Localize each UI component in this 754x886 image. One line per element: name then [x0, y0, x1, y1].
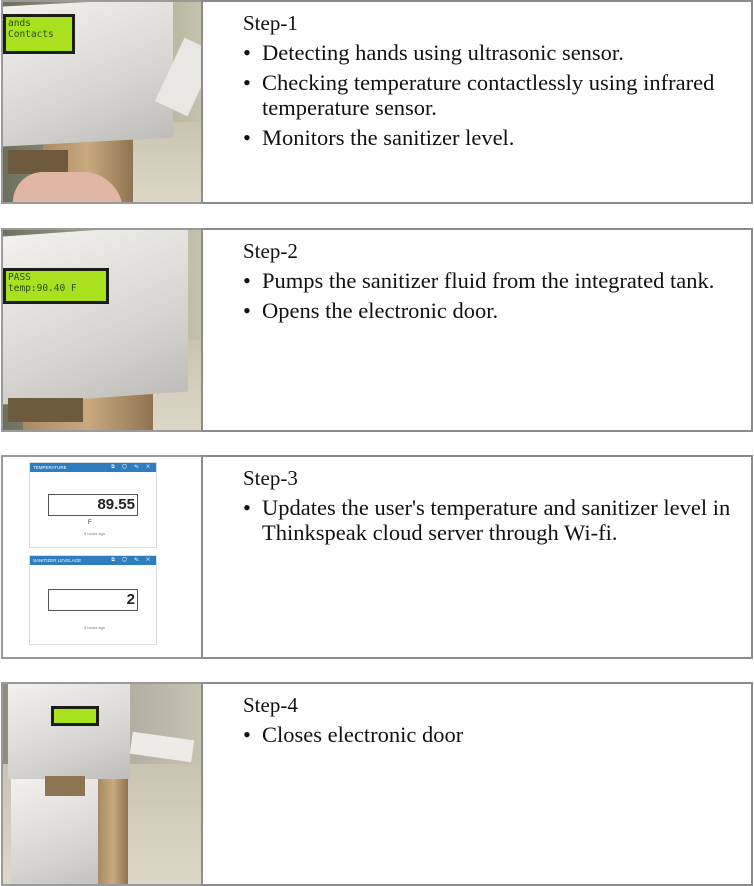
sanitizer-widget	[29, 555, 157, 645]
widget-controls-icon[interactable]: ⧉ ◯ ✎ ✕	[111, 557, 153, 563]
step-1-bullets	[243, 40, 751, 150]
sanitizer-value: 2	[48, 589, 138, 611]
step-1-title: Step-1	[243, 11, 298, 35]
step-3-bullets	[243, 495, 751, 545]
list-item: • Updates the user's temperature and sanitizer level in Thinkspeak cloud server through Wi-fi.	[243, 495, 731, 545]
temperature-unit: F	[88, 520, 92, 526]
widget-header: SANITIZER LEVELAGE ⧉ ◯ ✎ ✕	[30, 556, 156, 565]
list-item: • Closes electronic door	[243, 722, 464, 747]
bullet-icon: •	[243, 298, 251, 323]
step-4-textbox	[201, 682, 753, 886]
step-4-photo	[1, 682, 203, 886]
temperature-timestamp: 5 hours ago	[84, 531, 106, 536]
list-item: • Detecting hands using ultrasonic sensor.	[243, 40, 624, 65]
step-4-bullets	[243, 722, 751, 747]
temperature-widget	[29, 462, 157, 548]
step-1-row	[0, 0, 754, 204]
lcd-screen-text	[54, 709, 96, 723]
step-3-textbox	[201, 455, 753, 659]
lcd-screen-text: PASS temp:90.40 F	[6, 271, 106, 301]
list-item: • Pumps the sanitizer fluid from the integrated tank.	[243, 268, 715, 293]
sanitizer-timestamp: 5 hours ago	[84, 625, 106, 630]
lcd-screen-text: ands Contacts	[6, 17, 72, 51]
step-2-title: Step-2	[243, 239, 298, 263]
step-1-photo	[1, 0, 203, 204]
paper-cover	[8, 684, 130, 779]
door-block	[45, 776, 85, 796]
step-4-row	[0, 682, 754, 886]
step-3-row	[0, 455, 754, 659]
lcd-display	[3, 268, 109, 304]
list-item: • Monitors the sanitizer level.	[243, 125, 515, 150]
step-2-photo	[1, 228, 203, 432]
bullet-icon: •	[243, 268, 251, 293]
step-2-row	[0, 228, 754, 432]
lcd-display	[51, 706, 99, 726]
bullet-icon: •	[243, 40, 251, 65]
bullet-icon: •	[243, 70, 251, 95]
step-3-title: Step-3	[243, 466, 298, 490]
list-item: • Checking temperature contactlessly using infrared temperature sensor.	[243, 70, 715, 120]
bullet-icon: •	[243, 722, 251, 747]
sensor-block	[8, 398, 83, 422]
step-2-textbox	[201, 228, 753, 432]
step-3-screenshot	[1, 455, 203, 659]
step-2-bullets	[243, 268, 751, 323]
step-4-title: Step-4	[243, 693, 298, 717]
lcd-display	[3, 14, 75, 54]
bullet-icon: •	[243, 125, 251, 150]
bullet-icon: •	[243, 495, 251, 520]
sensor-block	[8, 150, 68, 174]
paper-cover	[3, 228, 188, 404]
step-1-textbox	[201, 0, 753, 204]
list-item: • Opens the electronic door.	[243, 298, 499, 323]
widget-header: TEMPERATURE ⧉ ◯ ✎ ✕	[30, 463, 156, 472]
widget-controls-icon[interactable]: ⧉ ◯ ✎ ✕	[111, 464, 153, 470]
temperature-value: 89.55	[48, 494, 138, 516]
